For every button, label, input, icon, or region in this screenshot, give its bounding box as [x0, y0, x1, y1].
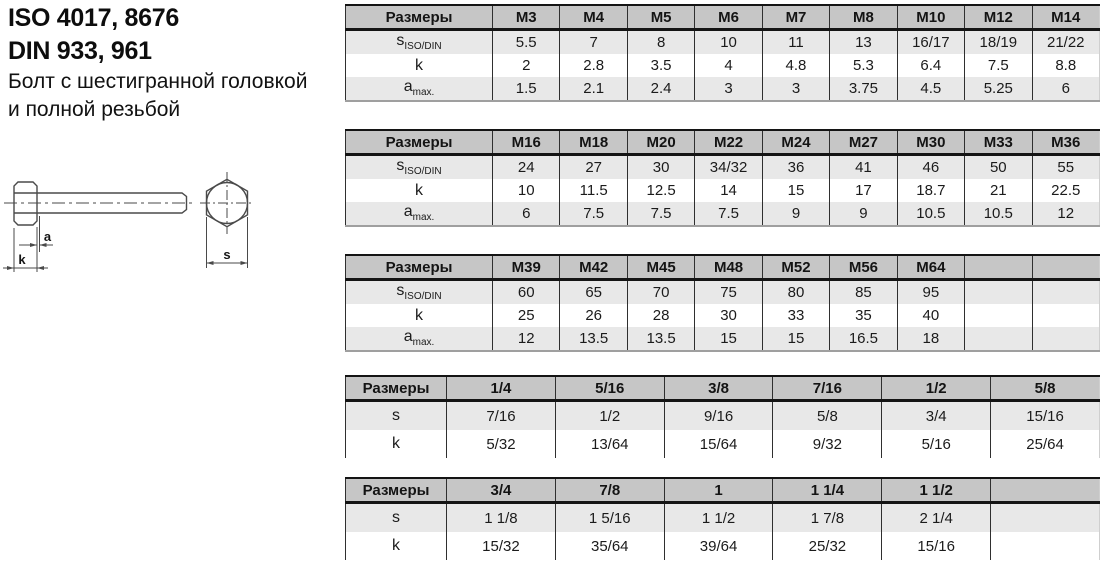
- dim-s-arrow: [207, 261, 214, 265]
- value-cell: 25: [493, 304, 560, 327]
- size-header-cell: 3/8: [664, 376, 773, 401]
- value-cell: 21/22: [1032, 30, 1099, 55]
- value-cell: 4.8: [762, 54, 829, 77]
- value-cell: 9/16: [664, 401, 773, 431]
- size-header-cell: M8: [830, 5, 897, 30]
- value-cell: 5.25: [965, 77, 1032, 101]
- dimension-table: [345, 477, 1100, 560]
- value-cell: 1/2: [555, 401, 664, 431]
- value-cell: 5/32: [447, 430, 556, 458]
- table-row: [346, 430, 1100, 458]
- size-header-cell: M20: [627, 130, 694, 155]
- value-cell: 80: [762, 280, 829, 305]
- table-header-row: [346, 376, 1100, 401]
- value-cell: [991, 503, 1100, 533]
- value-cell: [965, 304, 1032, 327]
- value-cell: 41: [830, 155, 897, 180]
- value-cell: 10.5: [897, 202, 964, 226]
- metric-table-m39-m64: [345, 254, 1100, 352]
- value-cell: 15/16: [882, 532, 991, 560]
- description-line-2: и полной резьбой: [8, 98, 181, 121]
- value-cell: 17: [830, 179, 897, 202]
- value-cell: 15: [762, 327, 829, 351]
- value-cell: 5/8: [773, 401, 882, 431]
- size-header-cell: 1 1/4: [773, 478, 882, 503]
- value-cell: 16/17: [897, 30, 964, 55]
- bolt-technical-drawing: [0, 160, 270, 290]
- value-cell: 30: [695, 304, 762, 327]
- dimension-table: [345, 375, 1100, 458]
- size-header-cell: 5/16: [555, 376, 664, 401]
- metric-table-m3-m14: [345, 4, 1100, 102]
- value-cell: 12: [493, 327, 560, 351]
- value-cell: [965, 280, 1032, 305]
- table-row: [346, 327, 1100, 351]
- value-cell: 7/16: [447, 401, 556, 431]
- value-cell: 25/32: [773, 532, 882, 560]
- value-cell: 13: [830, 30, 897, 55]
- value-cell: 11: [762, 30, 829, 55]
- value-cell: [991, 532, 1100, 560]
- size-header-cell: 1/4: [447, 376, 556, 401]
- size-header-cell: M3: [493, 5, 560, 30]
- size-header-cell: M7: [762, 5, 829, 30]
- table-row: [346, 401, 1100, 431]
- value-cell: 5.5: [493, 30, 560, 55]
- size-header-cell: M52: [762, 255, 829, 280]
- table-header-row: [346, 5, 1100, 30]
- size-header-cell: M14: [1032, 5, 1099, 30]
- value-cell: 39/64: [664, 532, 773, 560]
- value-cell: 10.5: [965, 202, 1032, 226]
- value-cell: 65: [560, 280, 627, 305]
- value-cell: 2: [493, 54, 560, 77]
- value-cell: 14: [695, 179, 762, 202]
- din-standard-title: DIN 933, 961: [8, 37, 152, 65]
- size-header-cell: 1 1/2: [882, 478, 991, 503]
- row-label-cell: $a_{max.}$: [346, 327, 493, 351]
- value-cell: 55: [1032, 155, 1099, 180]
- value-cell: 3: [762, 77, 829, 101]
- sizes-header-cell: Размеры: [346, 130, 493, 155]
- value-cell: 7.5: [965, 54, 1032, 77]
- value-cell: 10: [493, 179, 560, 202]
- size-header-cell: M36: [1032, 130, 1099, 155]
- value-cell: 27: [560, 155, 627, 180]
- value-cell: 33: [762, 304, 829, 327]
- dim-k-arrow: [37, 266, 44, 270]
- dim-a-label: a: [43, 229, 52, 244]
- value-cell: 2.4: [627, 77, 694, 101]
- sizes-header-cell: Размеры: [346, 255, 493, 280]
- table-row: [346, 280, 1100, 305]
- sizes-header-cell: Размеры: [346, 5, 493, 30]
- size-header-cell: M18: [560, 130, 627, 155]
- table-header-row: [346, 478, 1100, 503]
- value-cell: 13.5: [627, 327, 694, 351]
- value-cell: 6: [1032, 77, 1099, 101]
- table-header-row: [346, 255, 1100, 280]
- value-cell: [965, 327, 1032, 351]
- value-cell: 28: [627, 304, 694, 327]
- value-cell: 40: [897, 304, 964, 327]
- value-cell: 13.5: [560, 327, 627, 351]
- table-row: [346, 54, 1100, 77]
- value-cell: 15/16: [991, 401, 1100, 431]
- value-cell: 12.5: [627, 179, 694, 202]
- value-cell: 18/19: [965, 30, 1032, 55]
- value-cell: 35: [830, 304, 897, 327]
- value-cell: 12: [1032, 202, 1099, 226]
- row-label-cell: $s_{ISO/DIN}$: [346, 280, 493, 305]
- sizes-header-cell: Размеры: [346, 376, 447, 401]
- size-header-cell: 5/8: [991, 376, 1100, 401]
- size-header-cell: M27: [830, 130, 897, 155]
- size-header-cell: M45: [627, 255, 694, 280]
- value-cell: 3/4: [882, 401, 991, 431]
- value-cell: 1.5: [493, 77, 560, 101]
- value-cell: [1032, 304, 1099, 327]
- size-header-cell: M48: [695, 255, 762, 280]
- value-cell: 4: [695, 54, 762, 77]
- row-label-cell: $s_{ISO/DIN}$: [346, 155, 493, 180]
- size-header-cell: M56: [830, 255, 897, 280]
- size-header-cell: M16: [493, 130, 560, 155]
- value-cell: 2 1/4: [882, 503, 991, 533]
- description-line-1: Болт с шестигранной головкой: [8, 70, 308, 93]
- dim-k-label: k: [18, 252, 26, 267]
- value-cell: 4.5: [897, 77, 964, 101]
- size-header-cell: 3/4: [447, 478, 556, 503]
- value-cell: 9/32: [773, 430, 882, 458]
- size-header-cell: M42: [560, 255, 627, 280]
- row-label-cell: $s_{ISO/DIN}$: [346, 30, 493, 55]
- inch-table-34-to-1half: [345, 477, 1100, 560]
- size-header-cell: 7/16: [773, 376, 882, 401]
- value-cell: 7.5: [627, 202, 694, 226]
- row-label-cell: s: [346, 503, 447, 533]
- row-label-cell: k: [346, 179, 493, 202]
- value-cell: 22.5: [1032, 179, 1099, 202]
- value-cell: [1032, 327, 1099, 351]
- size-header-cell: M39: [493, 255, 560, 280]
- size-header-cell: [1032, 255, 1099, 280]
- row-label-cell: s: [346, 401, 447, 431]
- value-cell: 10: [695, 30, 762, 55]
- value-cell: 15/32: [447, 532, 556, 560]
- value-cell: 15/64: [664, 430, 773, 458]
- value-cell: 7: [560, 30, 627, 55]
- value-cell: [1032, 280, 1099, 305]
- value-cell: 26: [560, 304, 627, 327]
- value-cell: 3.5: [627, 54, 694, 77]
- value-cell: 3.75: [830, 77, 897, 101]
- value-cell: 60: [493, 280, 560, 305]
- table-row: [346, 179, 1100, 202]
- table-header-row: [346, 130, 1100, 155]
- value-cell: 30: [627, 155, 694, 180]
- value-cell: 15: [695, 327, 762, 351]
- value-cell: 21: [965, 179, 1032, 202]
- value-cell: 7.5: [560, 202, 627, 226]
- table-row: [346, 155, 1100, 180]
- value-cell: 1 7/8: [773, 503, 882, 533]
- size-header-cell: M30: [897, 130, 964, 155]
- size-header-cell: M24: [762, 130, 829, 155]
- size-header-cell: M4: [560, 5, 627, 30]
- table-row: [346, 77, 1100, 101]
- value-cell: 11.5: [560, 179, 627, 202]
- value-cell: 24: [493, 155, 560, 180]
- value-cell: 2.8: [560, 54, 627, 77]
- value-cell: 13/64: [555, 430, 664, 458]
- value-cell: 34/32: [695, 155, 762, 180]
- value-cell: 25/64: [991, 430, 1100, 458]
- value-cell: 18.7: [897, 179, 964, 202]
- size-header-cell: M6: [695, 5, 762, 30]
- metric-table-m16-m36: [345, 129, 1100, 227]
- size-header-cell: M64: [897, 255, 964, 280]
- value-cell: 85: [830, 280, 897, 305]
- value-cell: 1 1/8: [447, 503, 556, 533]
- value-cell: 3: [695, 77, 762, 101]
- table-row: [346, 304, 1100, 327]
- size-header-cell: M22: [695, 130, 762, 155]
- value-cell: 15: [762, 179, 829, 202]
- value-cell: 7.5: [695, 202, 762, 226]
- row-label-cell: k: [346, 304, 493, 327]
- row-label-cell: k: [346, 54, 493, 77]
- inch-table-quarter-to-58: [345, 375, 1100, 458]
- dim-a-arrow: [30, 243, 37, 247]
- title-block: [8, 2, 343, 124]
- row-label-cell: k: [346, 430, 447, 458]
- table-row: [346, 532, 1100, 560]
- crosshair-center-lines: [200, 172, 254, 234]
- value-cell: 95: [897, 280, 964, 305]
- row-label-cell: $a_{max.}$: [346, 202, 493, 226]
- value-cell: 50: [965, 155, 1032, 180]
- table-row: [346, 202, 1100, 226]
- value-cell: 6: [493, 202, 560, 226]
- value-cell: 8: [627, 30, 694, 55]
- dim-s-label: s: [223, 247, 231, 262]
- dim-k-arrow: [7, 266, 14, 270]
- value-cell: 36: [762, 155, 829, 180]
- size-header-cell: 1/2: [882, 376, 991, 401]
- size-header-cell: M10: [897, 5, 964, 30]
- size-header-cell: M5: [627, 5, 694, 30]
- value-cell: 46: [897, 155, 964, 180]
- value-cell: 35/64: [555, 532, 664, 560]
- value-cell: 18: [897, 327, 964, 351]
- value-cell: 5.3: [830, 54, 897, 77]
- value-cell: 9: [830, 202, 897, 226]
- value-cell: 1 5/16: [555, 503, 664, 533]
- dim-s-arrow: [241, 261, 248, 265]
- value-cell: 8.8: [1032, 54, 1099, 77]
- size-header-cell: M33: [965, 130, 1032, 155]
- table-row: [346, 503, 1100, 533]
- iso-standard-title: ISO 4017, 8676: [8, 4, 179, 32]
- value-cell: 16.5: [830, 327, 897, 351]
- size-header-cell: M12: [965, 5, 1032, 30]
- row-label-cell: k: [346, 532, 447, 560]
- size-header-cell: 7/8: [555, 478, 664, 503]
- value-cell: 70: [627, 280, 694, 305]
- value-cell: 75: [695, 280, 762, 305]
- value-cell: 9: [762, 202, 829, 226]
- value-cell: 2.1: [560, 77, 627, 101]
- size-header-cell: [965, 255, 1032, 280]
- dimension-table: [345, 4, 1100, 102]
- value-cell: 1 1/2: [664, 503, 773, 533]
- row-label-cell: $a_{max.}$: [346, 77, 493, 101]
- sizes-header-cell: Размеры: [346, 478, 447, 503]
- size-header-cell: [991, 478, 1100, 503]
- dimension-table: [345, 254, 1100, 352]
- value-cell: 5/16: [882, 430, 991, 458]
- dimension-table: [345, 129, 1100, 227]
- value-cell: 6.4: [897, 54, 964, 77]
- table-row: [346, 30, 1100, 55]
- size-header-cell: 1: [664, 478, 773, 503]
